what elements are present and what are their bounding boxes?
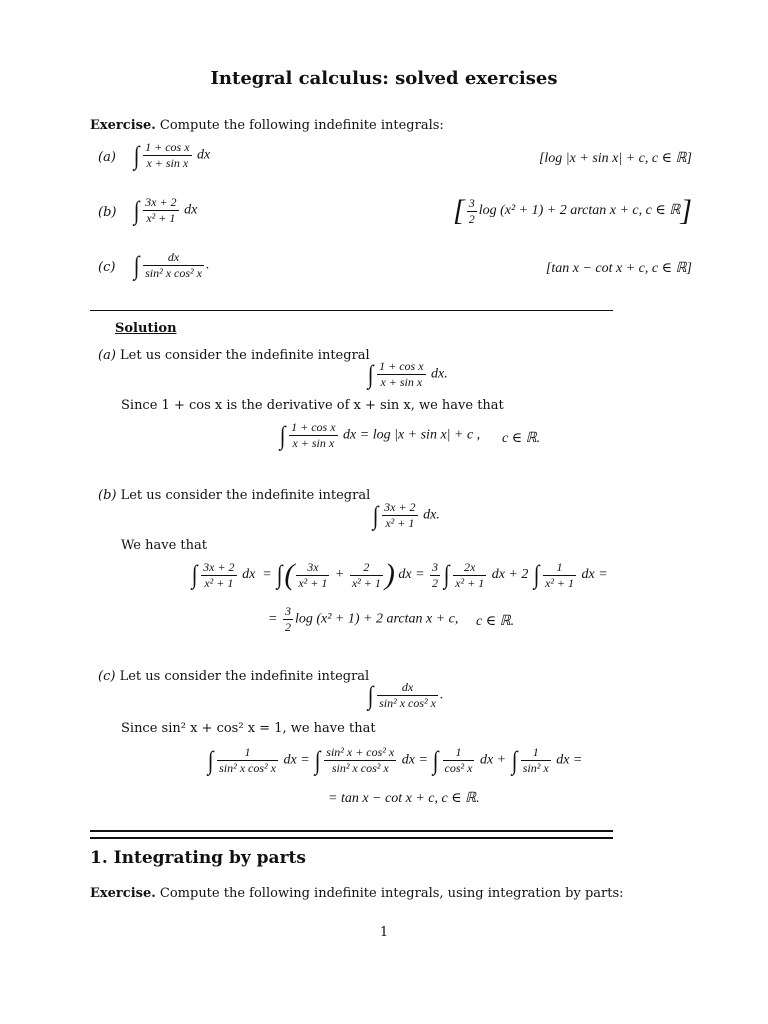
solution-b-result: log (x² + 1) + 2 arctan x + c, — [294, 611, 459, 627]
solution-b-tag: (b) — [98, 488, 117, 503]
solution-a-result: = log |x + sin x| + c , — [359, 427, 481, 443]
section-divider — [90, 830, 613, 839]
section-exercise-label: Exercise. — [90, 886, 156, 901]
solution-heading: Solution — [115, 321, 177, 336]
page-number: 1 — [379, 925, 389, 940]
solution-c-since: Since sin² x + cos² x = 1, we have that — [121, 721, 376, 736]
solution-c-intro — [98, 669, 369, 684]
solution-a-equation: ∫ $\frac{\text{1 + cos x}}{\text{x + sin x}}$ dx = log |x + sin x| + c , — [279, 420, 481, 450]
solution-a-intro — [98, 348, 370, 363]
solution-c-tag: (c) — [98, 669, 116, 684]
solution-c-equation: ∫ $\frac{1}{\text{sin² x cos² x}}$ dx = ∫ $\frac{\text{sin² x + cos² x}}{\text{sin² x cos² x}}$ dx = ∫ $\frac{1}{\text{cos² x}}$ dx + ∫ $\frac{1}{\text{sin² x}}$ dx = — [207, 745, 583, 775]
exercise-label: Exercise. — [90, 118, 156, 133]
solution-a-tag: (a) — [98, 348, 116, 363]
exercise-b-integral: ∫ $\frac{3x + 2}{\text{x² + 1}}$ dx — [133, 195, 198, 225]
exercise-c-tag: (c) — [98, 260, 116, 275]
exercise-b-answer-text: log (x² + 1) + 2 arctan x + c, c ∈ ℝ — [478, 203, 681, 219]
exercise-b-tag: (b) — [98, 205, 117, 220]
exercise-c-integral: ∫ $\frac{dx}{\text{sin² x cos² x}}$ . — [133, 250, 210, 280]
exercise-text: Compute the following indefinite integrals: — [159, 118, 444, 133]
solution-b-integral: ∫ $\frac{3x + 2}{\text{x² + 1}}$ dx. — [372, 500, 440, 530]
divider-line — [90, 310, 613, 311]
solution-c-result: = tan x − cot x + c, c ∈ ℝ. — [328, 791, 480, 806]
exercise-a-answer: [log |x + sin x| + c, c ∈ ℝ] — [538, 151, 692, 166]
solution-a-integral: ∫ $\frac{\text{1 + cos x}}{\text{x + sin x}}$ dx. — [367, 359, 448, 389]
solution-a-since: Since 1 + cos x is the derivative of x + sin x, we have that — [121, 398, 504, 413]
exercise-b-answer: [ $\frac{3}{2}$ log (x² + 1) + 2 arctan x + c, c ∈ ℝ] — [453, 194, 692, 227]
solution-c-intro-text: Let us consider the indefinite integral — [119, 669, 370, 684]
solution-b-result-line: = $\frac{3}{2}$ log (x² + 1) + 2 arctan x + c, — [268, 604, 459, 634]
section-heading: 1. Integrating by parts — [90, 848, 306, 868]
page-title: Integral calculus: solved exercises — [210, 68, 558, 89]
solution-b-intro — [98, 488, 370, 503]
solution-b-wehave: We have that — [121, 538, 207, 553]
solution-b-condition: c ∈ ℝ. — [476, 614, 515, 629]
exercise-statement — [90, 118, 444, 133]
section-exercise-text: Compute the following indefinite integrals, using integration by parts: — [159, 886, 624, 901]
exercise-a-tag: (a) — [98, 150, 116, 165]
solution-a-condition: c ∈ ℝ. — [502, 431, 541, 446]
exercise-c-answer: [tan x − cot x + c, c ∈ ℝ] — [545, 261, 692, 276]
section-exercise — [90, 886, 624, 901]
exercise-a-integral: ∫ $\frac{\text{1 + cos x}}{\text{x + sin x}}$ dx — [133, 140, 211, 170]
solution-a-intro-text: Let us consider the indefinite integral — [120, 348, 370, 363]
solution-b-intro-text: Let us consider the indefinite integral — [120, 488, 371, 503]
solution-c-integral: ∫ $\frac{dx}{\text{sin² x cos² x}}$ . — [367, 680, 444, 710]
solution-b-equation: ∫ $\frac{3x + 2}{\text{x² + 1}}$ dx = ∫( $\frac{3x}{\text{x² + 1}}$ + $\frac{2}{\text{x² + 1}}$ ) dx = $\frac{3}{2}$ ∫ $\frac{2x}{\text{x² + 1}}$ dx + 2 ∫ $\frac{1}{\text{x² + 1}}$ dx = — [191, 558, 608, 591]
